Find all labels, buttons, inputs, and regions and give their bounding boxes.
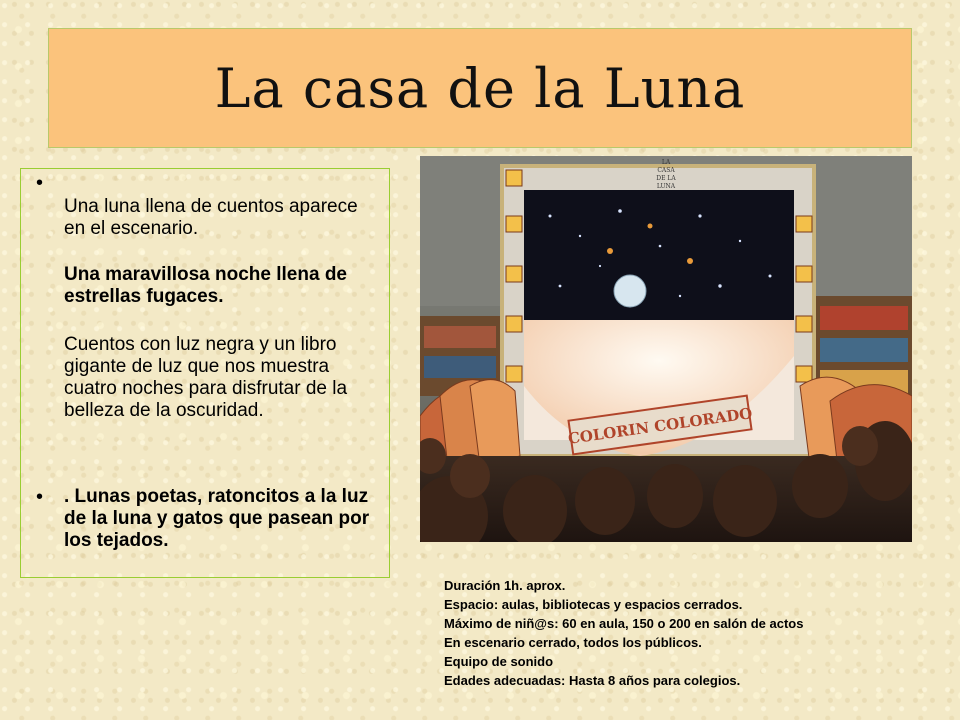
description-paragraph-2: Una maravillosa noche llena de estrellas fugaces.: [64, 264, 347, 307]
paragraph-4-end: .: [163, 530, 169, 551]
description-paragraph-4: [64, 486, 382, 552]
detail-ages: Edades adecuadas: Hasta 8 años para colegios.: [444, 673, 741, 688]
stage-photo-illustration: [420, 156, 912, 542]
detail-capacity: Máximo de niñ@s: 60 en aula, 150 o 200 en salón de actos: [444, 616, 804, 631]
bullet-dot: •: [36, 486, 44, 508]
title-banner: [48, 28, 912, 148]
detail-duration: Duración 1h. aprox.: [444, 578, 566, 593]
stage-sign: COLORIN COLORADO: [566, 404, 754, 448]
detail-audience: En escenario cerrado, todos los públicos.: [444, 635, 702, 650]
corner-sign-line: LA: [661, 159, 671, 166]
description-paragraph-3: Cuentos con luz negra y un libro gigante de luz que nos muestra cuatro noches para disfrutar de la belleza de la oscuridad.: [64, 334, 348, 421]
event-details: [444, 576, 914, 690]
detail-sound: Equipo de sonido: [444, 654, 554, 669]
corner-sign-line: CASA: [657, 167, 675, 174]
bullet-dot: •: [36, 172, 44, 194]
corner-sign-line: LUNA: [656, 183, 676, 190]
paragraph-4-bold: . Lunas poetas, ratoncitos a la luz de la luna y gatos que pasean por los tejados: [64, 486, 370, 551]
corner-sign-line: DE LA: [656, 175, 676, 182]
detail-space: Espacio: aulas, bibliotecas y espacios cerrados.: [444, 597, 743, 612]
description-paragraph-1: Una luna llena de cuentos aparece en el escenario.: [64, 196, 358, 239]
page-title: La casa de la Luna: [214, 56, 746, 120]
stage-photo: [420, 156, 912, 542]
